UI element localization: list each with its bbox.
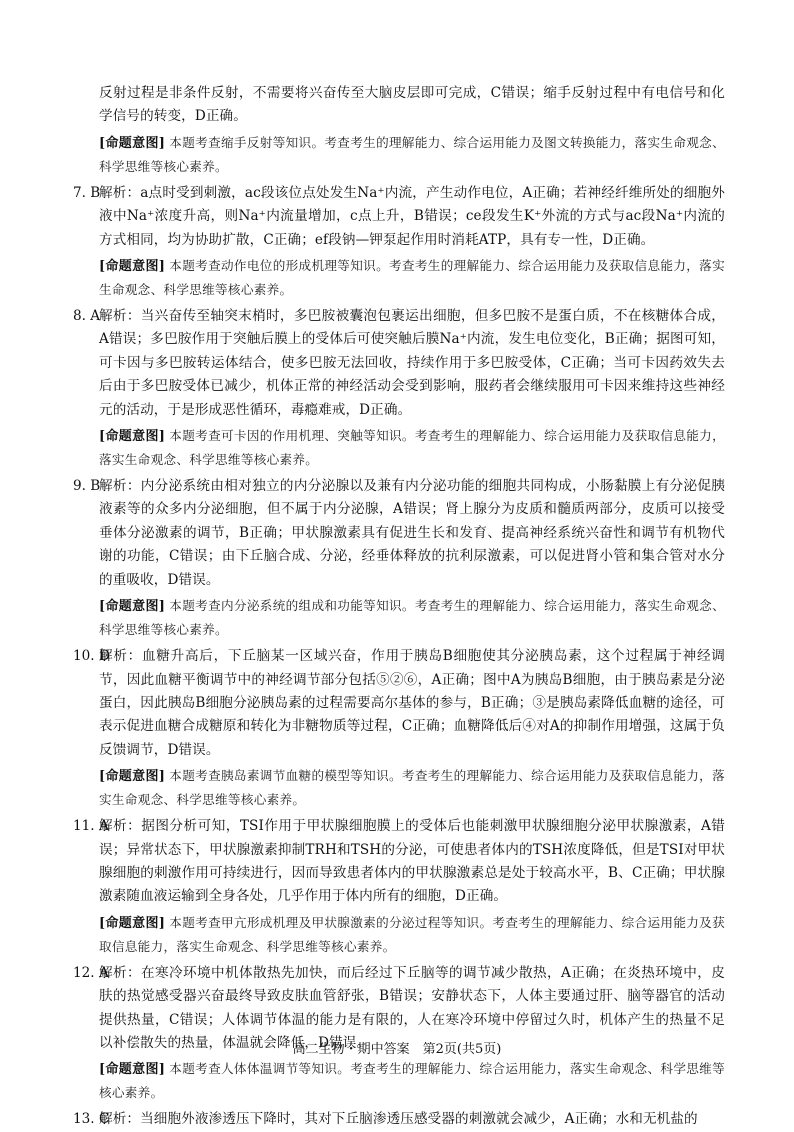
answer-number: 10. D (73, 648, 110, 665)
page-content (73, 82, 725, 1132)
answer-intent (99, 1057, 725, 1104)
answer-number: 12. A (73, 964, 109, 981)
answer-number: 9. B (73, 478, 101, 495)
answer-explanation: 解析：据图分析可知，TSI作用于甲状腺细胞膜上的受体后也能刺激甲状腺细胞分泌甲状腺激素，A错误；异常状态下，甲状腺激素抑制TRH和TSH的分泌，可使患者体内的TSH浓度降低，但是TSI对甲状腺细胞的刺激作用可持续进行，因而导致患者体内的甲状腺激素总是处于较高水平，B、C正确；甲状腺激素随血液运输到全身各处，几乎作用于体内所有的细胞，D正确。 (99, 818, 725, 905)
answer-item-8 (73, 305, 725, 471)
intent-text: 本题考查动作电位的形成机理等知识。考查考生的理解能力、综合运用能力及获取信息能力，落实生命观念、科学思维等核心素养。 (99, 258, 725, 298)
intent-tag: [命题意图] (99, 1062, 166, 1078)
intent-tag: [命题意图] (99, 599, 166, 615)
answer-intent (99, 594, 725, 641)
intent-text: 本题考查可卡因的作用机理、突触等知识。考查考生的理解能力、综合运用能力及获取信息能力，落实生命观念、科学思维等核心素养。 (99, 428, 725, 468)
intent-text: 本题考查人体体温调节等知识。考查考生的理解能力、综合运用能力，落实生命观念、科学思维等核心素养。 (99, 1061, 725, 1101)
answer-explanation: 解析：在寒冷环境中机体散热先加快，而后经过下丘脑等的调节减少散热，A正确；在炎热环境中，皮肤的热觉感受器兴奋最终导致皮肤血管舒张，B错误；安静状态下，人体主要通过肝、脑等器官的活动提供热量，C错误；人体调节体温的能力是有限的，人在寒冷环境中停留过久时，机体产生的热量不足以补偿散失的热量，体温就会降低，D错误。 (99, 964, 725, 1051)
answer-item-13 (73, 1108, 725, 1131)
answer-number: 8. A (73, 308, 101, 325)
answer-item-12 (73, 962, 725, 1105)
intent-tag: [命题意图] (99, 429, 166, 445)
intent-tag: [命题意图] (99, 769, 166, 785)
answer-intent (99, 911, 725, 958)
answer-number: 13. C (73, 1111, 110, 1128)
intro-paragraph: 反射过程是非条件反射，不需要将兴奋传至大脑皮层即可完成，C错误；缩手反射过程中有电信号和化学信号的转变，D正确。 (99, 85, 725, 125)
answer-explanation: 解析：a点时受到刺激，ac段该位点处发生Na⁺内流，产生动作电位，A正确；若神经纤维所处的细胞外液中Na⁺浓度升高，则Na⁺内流量增加，c点上升，B错误；ce段发生K⁺外流的方式与ac段Na⁺内流的方式相同，均为协助扩散，C正确；ef段钠—钾泵起作用时消耗ATP，具有专一性，D正确。 (99, 184, 725, 248)
answer-intent (99, 424, 725, 471)
answer-explanation: 解析：当细胞外液渗透压下降时，其对下丘脑渗透压感受器的刺激就会减少，A正确；水和无机盐的 (99, 1111, 698, 1128)
intent-tag: [命题意图] (99, 135, 166, 151)
intent-text: 本题考查内分泌系统的组成和功能等知识。考查考生的理解能力、综合运用能力，落实生命观念、科学思维等核心素养。 (99, 598, 725, 638)
answer-intent (99, 254, 725, 301)
intent-tag: [命题意图] (99, 259, 166, 275)
intent-text: 本题考查缩手反射等知识。考查考生的理解能力、综合运用能力及图文转换能力，落实生命观念、科学思维等核心素养。 (99, 134, 725, 174)
answer-explanation: 解析：血糖升高后，下丘脑某一区域兴奋，作用于胰岛B细胞使其分泌胰岛素，这个过程属于神经调节，因此血糖平衡调节中的神经调节部分包括⑤②⑥，A正确；图中A为胰岛B细胞，由于胰岛素是分泌蛋白，因此胰岛B细胞分泌胰岛素的过程需要高尔基体的参与，B正确；③是胰岛素降低血糖的途径，可表示促进血糖合成糖原和转化为非糖物质等过程，C正确；血糖降低后④对A的抑制作用增强，这属于负反馈调节，D错误。 (99, 648, 725, 758)
answer-intent (99, 764, 725, 811)
intent-text: 本题考查胰岛素调节血糖的模型等知识。考查考生的理解能力、综合运用能力及获取信息能力，落实生命观念、科学思维等核心素养。 (99, 768, 725, 808)
answer-explanation: 解析：内分泌系统由相对独立的内分泌腺以及兼有内分泌功能的细胞共同构成，小肠黏膜上有分泌促胰液素等的众多内分泌细胞，但不属于内分泌腺，A错误；肾上腺分为皮质和髓质两部分，皮质可以接受垂体分泌激素的调节，B正确；甲状腺激素具有促进生长和发育、提高神经系统兴奋性和调节有机物代谢的功能，C错误；由下丘脑合成、分泌，经垂体释放的抗利尿激素，可以促进肾小管和集合管对水分的重吸收，D错误。 (99, 478, 725, 588)
answer-number: 11. A (73, 818, 109, 835)
answer-item-7 (73, 182, 725, 301)
answer-explanation: 解析：当兴奋传至轴突末梢时，多巴胺被囊泡包裹运出细胞，但多巴胺不是蛋白质，不在核糖体合成，A错误；多巴胺作用于突触后膜上的受体后可使突触后膜Na⁺内流，发生电位变化，B正确；据图可知，可卡因与多巴胺转运体结合，使多巴胺无法回收，持续作用于多巴胺受体，C正确；当可卡因药效失去后由于多巴胺受体已减少，机体正常的神经活动会受到影响，服药者会继续服用可卡因来维持这些神经元的活动，于是形成恶性循环，毒瘾难戒，D正确。 (99, 308, 725, 418)
intent-text: 本题考查甲亢形成机理及甲状腺激素的分泌过程等知识。考查考生的理解能力、综合运用能力及获取信息能力，落实生命观念、科学思维等核心素养。 (99, 914, 725, 954)
page-footer: 高二生物・期中答案 第2页(共5页) (292, 1042, 502, 1057)
intent-tag: [命题意图] (99, 915, 166, 931)
answer-item-10 (73, 645, 725, 811)
answer-number: 7. B (73, 184, 101, 201)
answer-item-11 (73, 815, 725, 958)
intro-intent (99, 131, 725, 178)
answer-item-9 (73, 475, 725, 641)
